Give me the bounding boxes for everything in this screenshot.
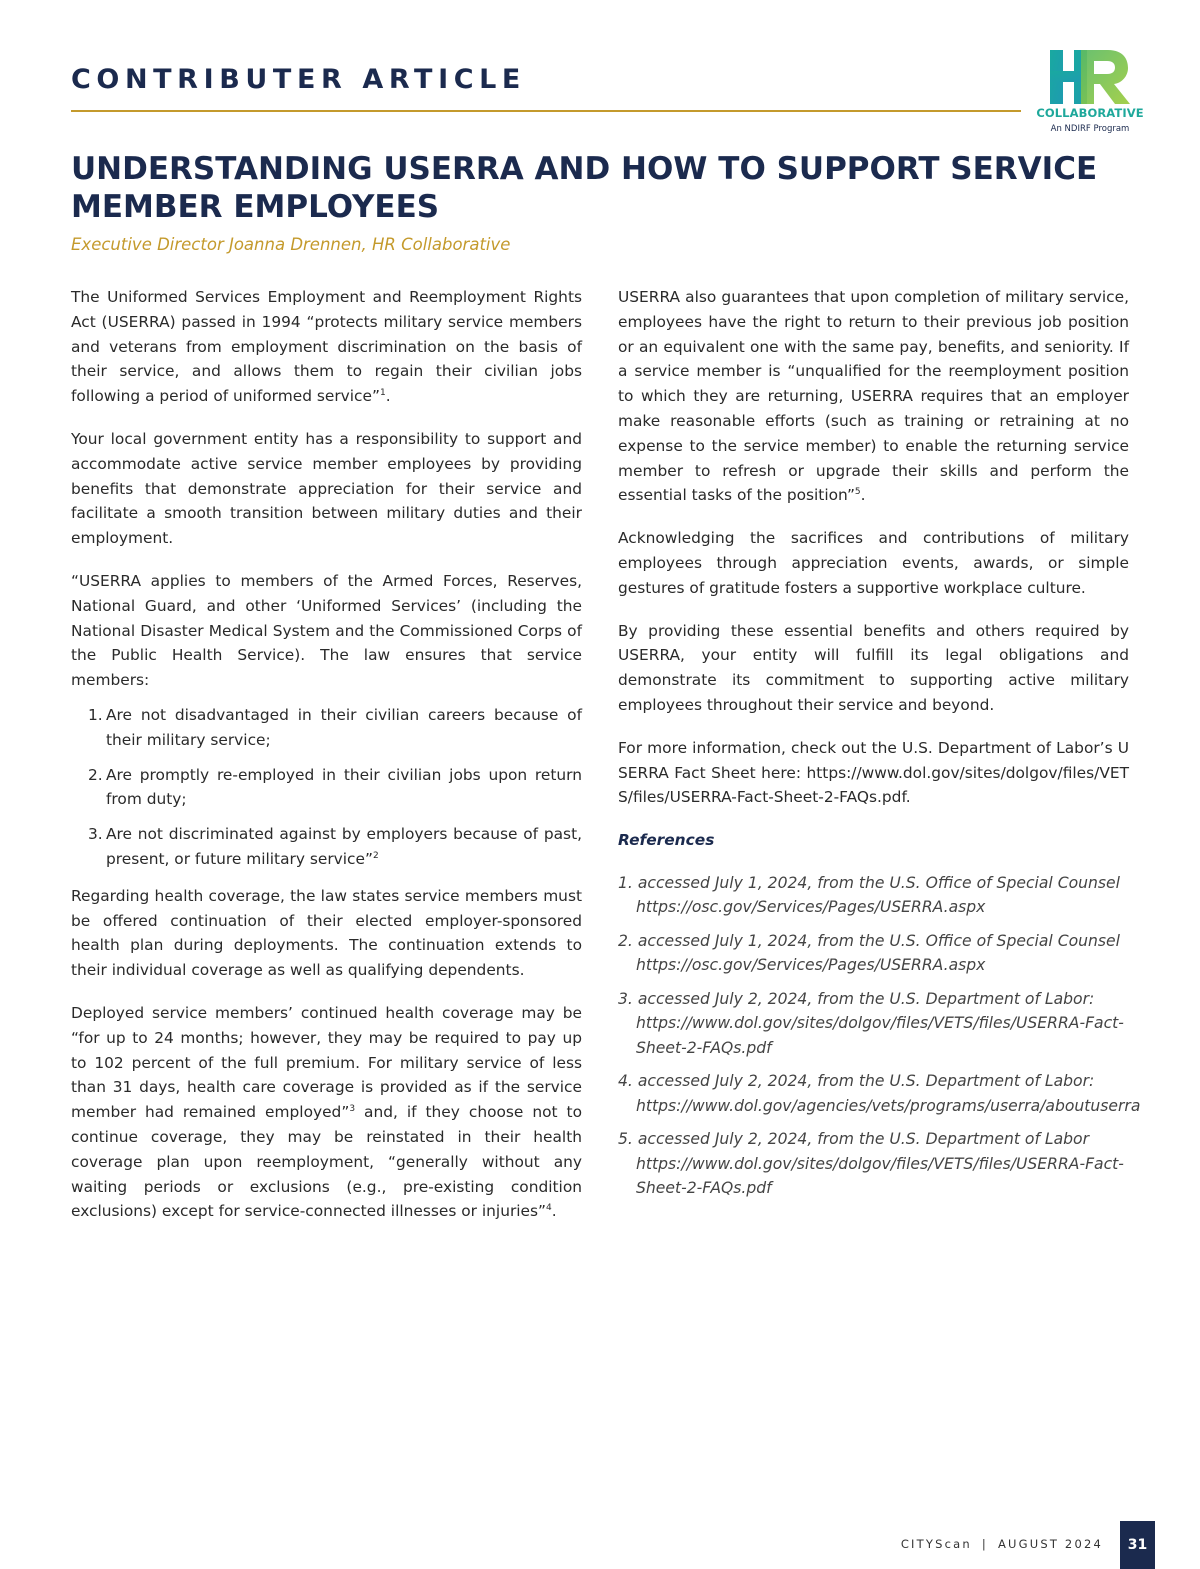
right-column: [618, 285, 1141, 1210]
paragraph: “USERRA applies to members of the Armed Forces, Reserves, National Guard, and other ‘Uniformed Services’ (including the National Disaster Medical System and the Commissioned Corps of the Public Health Service). The law ensures that service members:: [71, 571, 582, 690]
reference-item: 4. accessed July 2, 2024, from the U.S. Department of Labor: https://www.dol.gov/agencies/vets/programs/userra/aboutuserra: [618, 1072, 1141, 1115]
footnote-ref: 3: [349, 1103, 356, 1114]
list-item: 3. Are not discriminated against by employers because of past, present, or future military service”$^2$: [88, 825, 582, 868]
paragraph: Your local government entity has a responsibility to support and accommodate active service member employees by providing benefits that demonstrate appreciation for their service and facilitate a smooth transition between military duties and their employment.: [71, 429, 582, 548]
paragraph: Regarding health coverage, the law states service members must be offered continuation of their elected employer-sponsored health plan during deployments. The continuation extends to their individual coverage as well as qualifying dependents.: [71, 886, 582, 980]
article-title: UNDERSTANDING USERRA AND HOW TO SUPPORT SERVICE MEMBER EMPLOYEES: [71, 151, 1098, 225]
left-column: [71, 285, 582, 1242]
reference-item: 2. accessed July 1, 2024, from the U.S. Office of Special Counsel https://osc.gov/Services/Pages/USERRA.aspx: [618, 931, 1120, 975]
footer-separator: |: [981, 1537, 988, 1551]
hr-collaborative-logo: [1036, 44, 1144, 140]
logo-tagline: An NDIRF Program: [1050, 124, 1130, 134]
footnote-ref: 2: [372, 850, 379, 861]
reference-item: 1. accessed July 1, 2024, from the U.S. Office of Special Counsel https://osc.gov/Services/Pages/USERRA.aspx: [618, 873, 1120, 917]
issue-date: AUGUST 2024: [997, 1537, 1103, 1551]
page-footer: [901, 1537, 1103, 1551]
footnote-ref: 4: [546, 1203, 552, 1214]
paragraph: For more information, check out the U.S. Department of Labor’s USERRA Fact Sheet here: https://www.dol.gov/sites/dolgov/files/VETS/files/USERRA-Fact-Sheet-2-FAQs.pdf.: [618, 738, 1129, 807]
footnote-ref: 5: [854, 487, 861, 498]
publication-name: CITYScan: [900, 1537, 972, 1551]
references-heading: References: [618, 831, 715, 850]
paragraph: The Uniformed Services Employment and Reemployment Rights Act (USERRA) passed in 1994 “protects military service members and veterans from employment discrimination on the basis of their service, and allows them to regain their civilian jobs following a period of uniformed service”$^1$.: [71, 288, 582, 406]
paragraph: USERRA also guarantees that upon completion of military service, employees have the right to return to their previous job position or an equivalent one with the same pay, benefits, and seniority. If a service member is “unqualified for the reemployment position to which they are returning, USERRA requires that an employer make reasonable efforts (such as training or retraining at no expense to the service member) to enable the returning service member to refresh or upgrade their skills and perform the essential tasks of the position”$^5$.: [618, 288, 1129, 505]
reference-item: 5. accessed July 2, 2024, from the U.S. Department of Labor https://www.dol.gov/sites/dolgov/files/VETS/files/USERRA-Fact-Sheet-2-FAQs.pdf: [618, 1130, 1124, 1198]
paragraph: Acknowledging the sacrifices and contributions of military employees through appreciation events, awards, or simple gestures of gratitude fosters a supportive workplace culture.: [618, 529, 1129, 597]
footnote-ref: 1: [379, 388, 386, 399]
page-number: 31: [1120, 1521, 1155, 1569]
section-label: CONTRIBUTER ARTICLE: [71, 64, 526, 95]
logo-wordmark: COLLABORATIVE: [1036, 106, 1144, 120]
paragraph: Deployed service members’ continued health coverage may be “for up to 24 months; however, they may be required to pay up to 102 percent of the full premium. For military service of less than 31 days, health care coverage is provided as if the service member had remained employed”$^3$ and, if they choose not to continue coverage, they may be reinstated in their health coverage plan upon reemployment, “generally without any waiting periods or exclusions (e.g., pre-existing condition exclusions) except for service-connected illnesses or injuries”$^4$.: [71, 1003, 583, 1221]
protections-list: [71, 703, 582, 872]
list-item: 2. Are promptly re-employed in their civilian jobs upon return from duty;: [88, 765, 582, 809]
references-list: [618, 871, 1141, 1201]
reference-item: 3. accessed July 2, 2024, from the U.S. Department of Labor: https://www.dol.gov/sites/dolgov/files/VETS/files/USERRA-Fact-Sheet-2-FAQs.pdf: [618, 989, 1124, 1057]
list-item: 1. Are not disadvantaged in their civilian careers because of their military service;: [88, 705, 582, 749]
paragraph: By providing these essential benefits and others required by USERRA, your entity will fulfill its legal obligations and demonstrate its commitment to supporting active military employees throughout their service and beyond.: [618, 621, 1129, 714]
hr-logo-mark-icon: [1036, 44, 1144, 106]
article-author: Executive Director Joanna Drennen, HR Collaborative: [71, 235, 511, 254]
header-divider: [71, 110, 1021, 112]
